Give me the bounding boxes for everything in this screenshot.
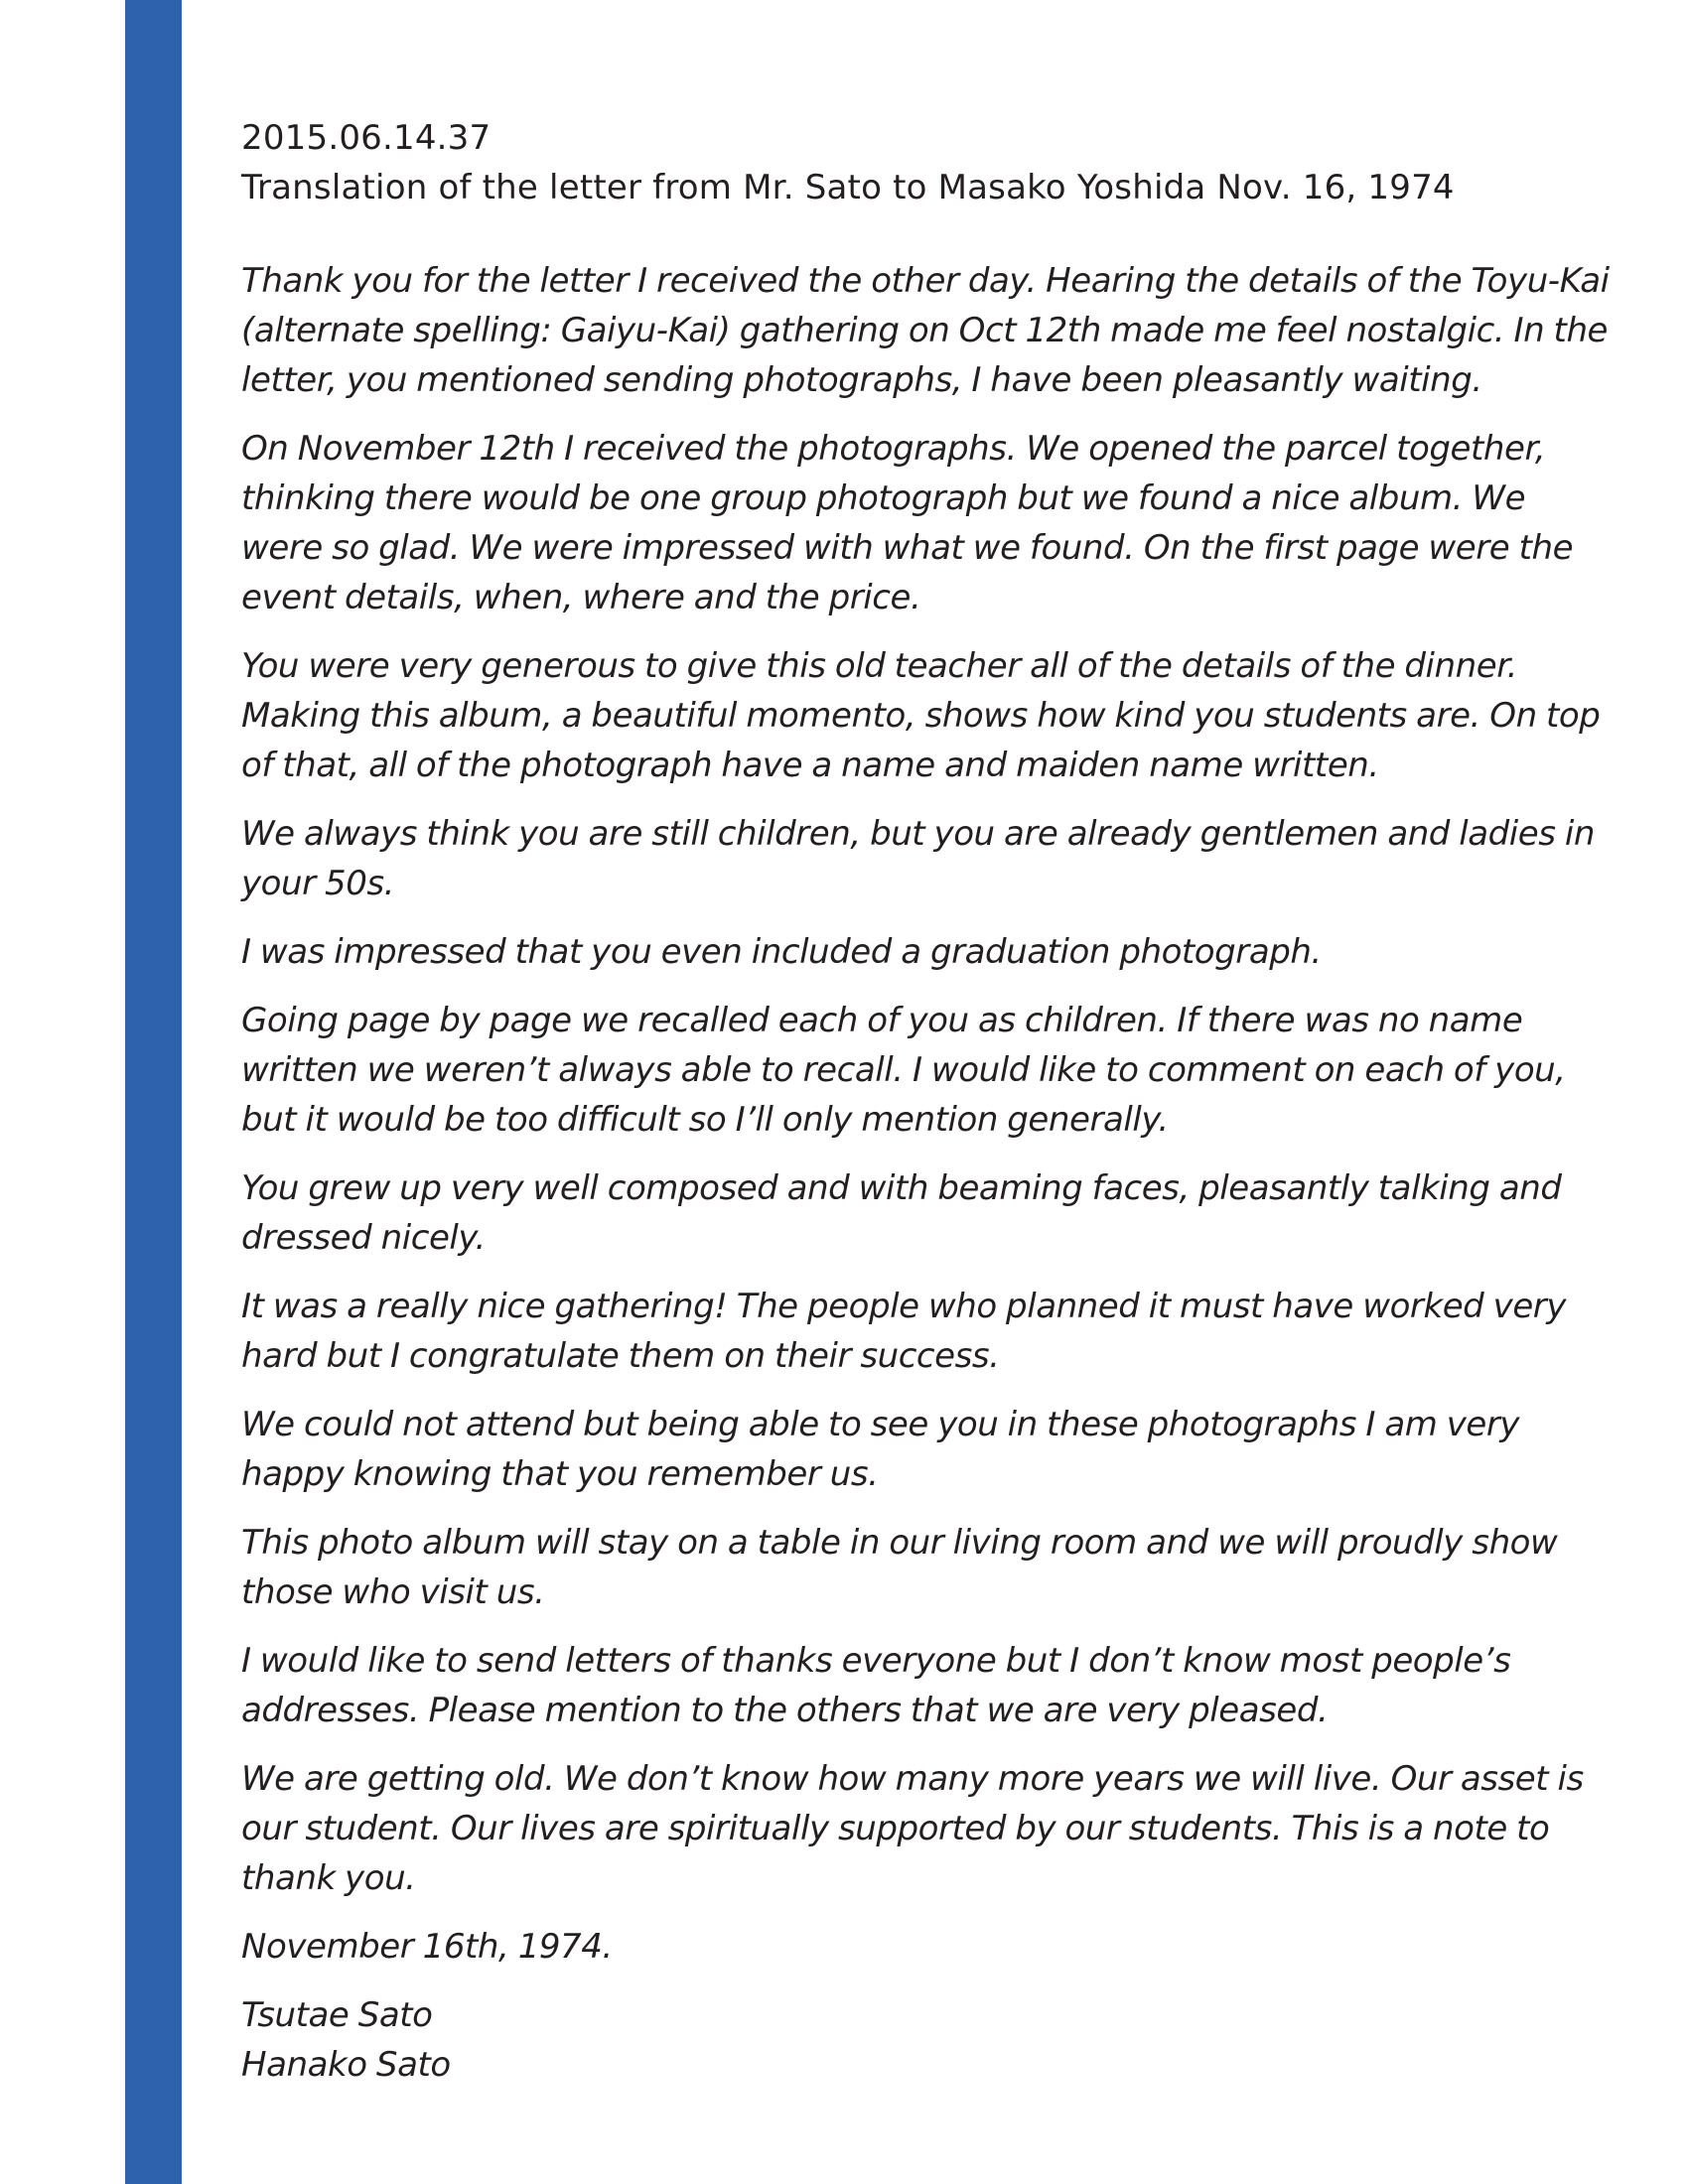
paragraph-5: I was impressed that you even included a graduation photograph. (241, 932, 1322, 972)
paragraph-2: On November 12th I received the photographs. We opened the parcel together, thinking there would be one group photograph but we found a nice album. We were so glad. We were impressed with what we found. On the first page were the event details, when, where and the price. (241, 429, 1574, 617)
paragraph-9: We could not attend but being able to see you in these photographs I am very happy knowing that you remember us. (241, 1405, 1520, 1494)
paragraph-6: Going page by page we recalled each of you as children. If there was no name written we weren’t always able to recall. I would like to comment on each of you, but it would be too difficult so I’ll only mention generally. (241, 1001, 1566, 1140)
blue-side-bar (125, 0, 182, 2184)
paragraph-11: I would like to send letters of thanks everyone but I don’t know most people’s addresses. Please mention to the others that we are very pleased. (241, 1641, 1511, 1730)
paragraph-4: We always think you are still children, but you are already gentlemen and ladies in your 50s. (241, 814, 1595, 903)
letter-content (241, 113, 1612, 2109)
signature-2: Hanako Sato (241, 2045, 451, 2085)
signature-1: Tsutae Sato (241, 1995, 433, 2035)
paragraph-8: It was a really nice gathering! The people who planned it must have worked very hard but I congratulate them on their success. (241, 1287, 1566, 1376)
letter-date: November 16th, 1974. (241, 1927, 613, 1967)
paragraph-10: This photo album will stay on a table in our living room and we will proudly show those who visit us. (241, 1523, 1558, 1612)
signature-block (241, 1990, 1612, 2090)
reference-number: 2015.06.14.37 (241, 118, 492, 158)
document-header (241, 113, 1612, 212)
paragraph-1: Thank you for the letter I received the other day. Hearing the details of the Toyu-Kai (alternate spelling: Gaiyu-Kai) gathering on Oct 12th made me feel nostalgic. In the letter, you mentioned sending photographs, I have been pleasantly waiting. (241, 261, 1610, 400)
paragraph-12: We are getting old. We don’t know how many more years we will live. Our asset is our student. Our lives are spiritually supported by our students. This is a note to thank you. (241, 1759, 1584, 1898)
paragraph-7: You grew up very well composed and with beaming faces, pleasantly talking and dressed nicely. (241, 1168, 1562, 1258)
paragraph-3: You were very generous to give this old teacher all of the details of the dinner. Making this album, a beautiful momento, shows how kind you students are. On top of that, all of the photograph have a name and maiden name written. (241, 646, 1601, 785)
document-title: Translation of the letter from Mr. Sato to Masako Yoshida Nov. 16, 1974 (241, 168, 1455, 207)
